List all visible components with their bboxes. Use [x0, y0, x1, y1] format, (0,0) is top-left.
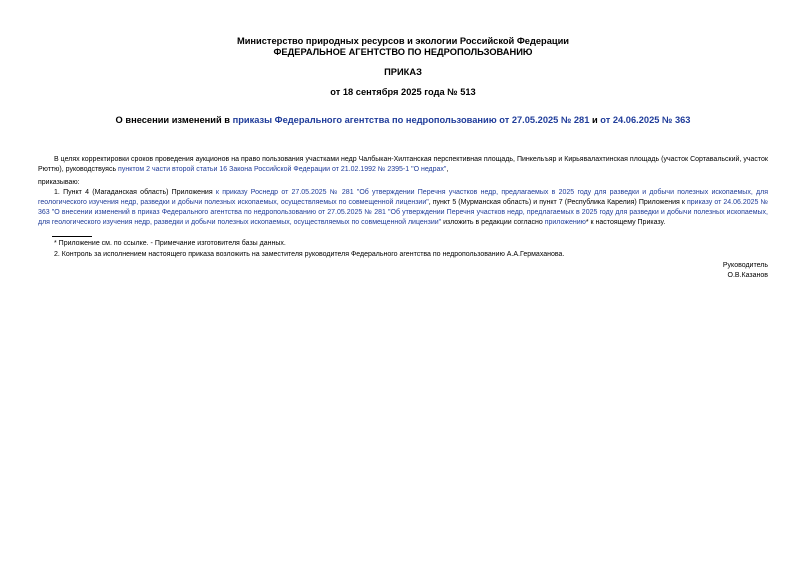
- signature-name: О.В.Казанов: [727, 272, 768, 279]
- title-link-order-281[interactable]: приказы Федерального агентства по недропользованию от 27.05.2025 № 281: [232, 115, 590, 125]
- order-281-link[interactable]: к приказу Роснедр от 27.05.2025 № 281 "Об утверждении Перечня участков недр, предлагаемых в 2025 году для разведки и добычи полезных ископаемых, для геологического изучения недр, разведки и добычи полезных ископаемых, осуществляемых по совмещенной лицензии": [38, 189, 768, 206]
- paragraph-item-2: 2. Контроль за исполнением настоящего приказа возложить на заместителя руководителя Федерального агентства по недропользованию А.А.Гермаханова.: [54, 251, 565, 258]
- document-title: [38, 115, 768, 126]
- title-prefix: О внесении изменений в: [115, 115, 233, 125]
- preamble-text: В целях корректировки сроков проведения аукционов на право пользования участками недр Чалбыкан-Хилтанская перспективная площадь, Пинкельъяр и Кирьявалахтинская площадь (участок Сортавальский, участок Рюттю), руководствуясь: [38, 156, 768, 173]
- preamble-end: ,: [446, 166, 449, 173]
- ministry-name: Министерство природных ресурсов и экологии Российской Федерации: [236, 36, 570, 46]
- signature-position: Руководитель: [722, 262, 768, 269]
- document-type: ПРИКАЗ: [384, 67, 422, 77]
- title-middle: и: [589, 115, 601, 125]
- law-link[interactable]: пунктом 2 части второй статьи 16 Закона Российской Федерации от 21.02.1992 № 2395-1 "О недрах": [118, 166, 447, 173]
- title-link-order-363[interactable]: от 24.06.2025 № 363: [600, 115, 691, 125]
- footnote-divider: [52, 236, 92, 237]
- item1-text-b: , пункт 5 (Мурманская область) и пункт 7 (Республика Карелия) Приложения к: [428, 199, 687, 206]
- appendix-link[interactable]: приложению: [544, 219, 586, 226]
- item1-text-d: * к настоящему Приказу.: [585, 219, 666, 226]
- paragraph-preamble: [38, 155, 768, 175]
- order-363-link[interactable]: приказу от 24.06.2025 № 363 "О внесении изменений в приказ Федерального агентства по недропользованию от 27.05.2025 № 281 "Об утверждении Перечня участков недр, предлагаемых в 2025 году для разведки и добычи полезных ископаемых, для геологического изучения недр, разведки и добычи полезных ископаемых, осуществляемых по совмещенной лицензии": [38, 199, 768, 226]
- document-date-number: от 18 сентября 2025 года № 513: [330, 87, 476, 97]
- footnote: * Приложение см. по ссылке. - Примечание изготовителя базы данных.: [54, 240, 286, 247]
- paragraph-item-1: [38, 188, 768, 228]
- item1-text-a: 1. Пункт 4 (Магаданская область) Приложения: [54, 189, 216, 196]
- paragraph-order-word: приказываю:: [38, 179, 80, 186]
- agency-name: ФЕДЕРАЛЬНОЕ АГЕНТСТВО ПО НЕДРОПОЛЬЗОВАНИЮ: [273, 47, 533, 57]
- item1-text-c: изложить в редакции согласно: [441, 219, 545, 226]
